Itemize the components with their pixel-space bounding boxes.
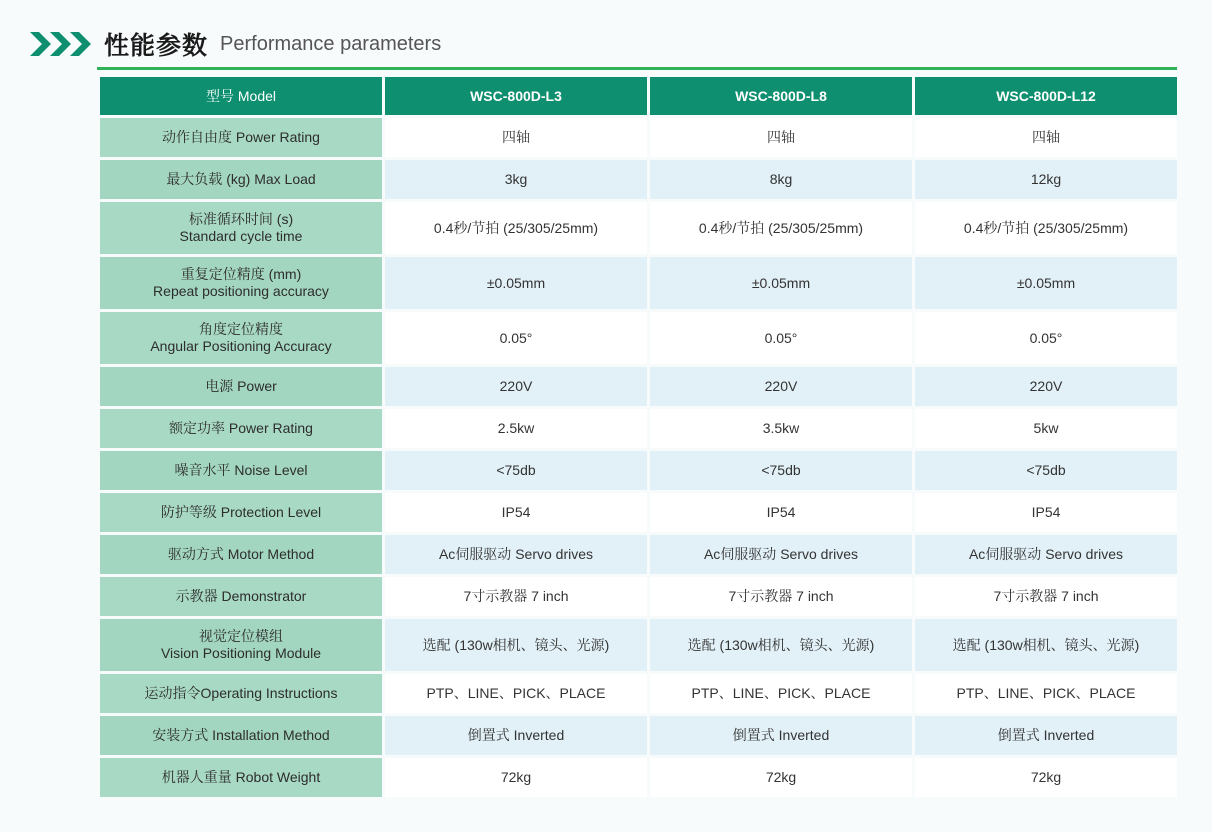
row-label: [100, 202, 382, 254]
table-cell: 0.4秒/节拍 (25/305/25mm): [385, 202, 647, 254]
table-cell: IP54: [650, 493, 912, 532]
row-label: 电源 Power: [100, 367, 382, 406]
table-row: [100, 674, 1177, 713]
table-cell: <75db: [915, 451, 1177, 490]
table-row: [100, 758, 1177, 797]
table-cell: ±0.05mm: [650, 257, 912, 309]
table-cell: 72kg: [385, 758, 647, 797]
table-cell: PTP、LINE、PICK、PLACE: [385, 674, 647, 713]
table-row: [100, 535, 1177, 574]
row-label: [100, 257, 382, 309]
row-label-cn: 视觉定位模组: [199, 628, 283, 644]
table-cell: 0.4秒/节拍 (25/305/25mm): [650, 202, 912, 254]
table-cell: 选配 (130w相机、镜头、光源): [915, 619, 1177, 671]
table-row: [100, 160, 1177, 199]
table-cell: 220V: [915, 367, 1177, 406]
triple-chevron-icon: [30, 29, 94, 59]
table-cell: 2.5kw: [385, 409, 647, 448]
table-cell: 3.5kw: [650, 409, 912, 448]
table-cell: 5kw: [915, 409, 1177, 448]
table-cell: 72kg: [915, 758, 1177, 797]
table-cell: 0.4秒/节拍 (25/305/25mm): [915, 202, 1177, 254]
table-cell: 0.05°: [385, 312, 647, 364]
page-title-en: Performance parameters: [220, 32, 442, 55]
table-row: [100, 367, 1177, 406]
row-label: 最大负载 (kg) Max Load: [100, 160, 382, 199]
row-label: [100, 312, 382, 364]
table-cell: 倒置式 Inverted: [915, 716, 1177, 755]
table-cell: PTP、LINE、PICK、PLACE: [915, 674, 1177, 713]
table-cell: 7寸示教器 7 inch: [650, 577, 912, 616]
row-label: 安装方式 Installation Method: [100, 716, 382, 755]
row-label: 防护等级 Protection Level: [100, 493, 382, 532]
table-cell: 8kg: [650, 160, 912, 199]
table-cell: PTP、LINE、PICK、PLACE: [650, 674, 912, 713]
row-label-en: Vision Positioning Module: [160, 645, 322, 661]
table-cell: ±0.05mm: [915, 257, 1177, 309]
table-header-row: [100, 77, 1177, 115]
table-cell: <75db: [650, 451, 912, 490]
table-row: [100, 409, 1177, 448]
table-cell: 220V: [650, 367, 912, 406]
table-row: [100, 312, 1177, 364]
row-label: 示教器 Demonstrator: [100, 577, 382, 616]
row-label: 噪音水平 Noise Level: [100, 451, 382, 490]
table-cell: Ac伺服驱动 Servo drives: [650, 535, 912, 574]
table-cell: 220V: [385, 367, 647, 406]
table-cell: Ac伺服驱动 Servo drives: [385, 535, 647, 574]
table-cell: 倒置式 Inverted: [385, 716, 647, 755]
table-cell: Ac伺服驱动 Servo drives: [915, 535, 1177, 574]
table-cell: 四轴: [385, 118, 647, 157]
title-underline: [97, 67, 1177, 70]
spec-table: [97, 74, 1180, 800]
table-cell: IP54: [915, 493, 1177, 532]
table-cell: <75db: [385, 451, 647, 490]
model-column-header: WSC-800D-L12: [915, 77, 1177, 115]
table-cell: 选配 (130w相机、镜头、光源): [650, 619, 912, 671]
table-row: [100, 619, 1177, 671]
row-label: 机器人重量 Robot Weight: [100, 758, 382, 797]
model-column-header: WSC-800D-L8: [650, 77, 912, 115]
row-label: 运动指令Operating Instructions: [100, 674, 382, 713]
row-label-cn: 重复定位精度 (mm): [180, 266, 302, 282]
table-row: [100, 257, 1177, 309]
table-cell: 7寸示教器 7 inch: [915, 577, 1177, 616]
table-cell: 0.05°: [650, 312, 912, 364]
table-cell: 7寸示教器 7 inch: [385, 577, 647, 616]
table-row: [100, 451, 1177, 490]
row-label-cn: 标准循环时间 (s): [188, 211, 294, 227]
table-cell: 四轴: [915, 118, 1177, 157]
table-cell: 12kg: [915, 160, 1177, 199]
table-cell: ±0.05mm: [385, 257, 647, 309]
section-header: [30, 24, 441, 64]
model-label-header: 型号 Model: [100, 77, 382, 115]
row-label: 额定功率 Power Rating: [100, 409, 382, 448]
table-cell: IP54: [385, 493, 647, 532]
row-label: 驱动方式 Motor Method: [100, 535, 382, 574]
table-row: [100, 716, 1177, 755]
table-cell: 72kg: [650, 758, 912, 797]
row-label-en: Repeat positioning accuracy: [153, 283, 329, 299]
table-cell: 四轴: [650, 118, 912, 157]
row-label: [100, 619, 382, 671]
row-label-en: Angular Positioning Accuracy: [150, 338, 332, 354]
model-column-header: WSC-800D-L3: [385, 77, 647, 115]
page-title-cn: 性能参数: [104, 31, 209, 60]
row-label: 动作自由度 Power Rating: [100, 118, 382, 157]
table-cell: 3kg: [385, 160, 647, 199]
table-cell: 选配 (130w相机、镜头、光源): [385, 619, 647, 671]
table-row: [100, 493, 1177, 532]
table-row: [100, 202, 1177, 254]
row-label-en: Standard cycle time: [179, 228, 303, 244]
row-label-cn: 角度定位精度: [199, 321, 283, 337]
table-cell: 0.05°: [915, 312, 1177, 364]
table-cell: 倒置式 Inverted: [650, 716, 912, 755]
table-row: [100, 118, 1177, 157]
table-row: [100, 577, 1177, 616]
